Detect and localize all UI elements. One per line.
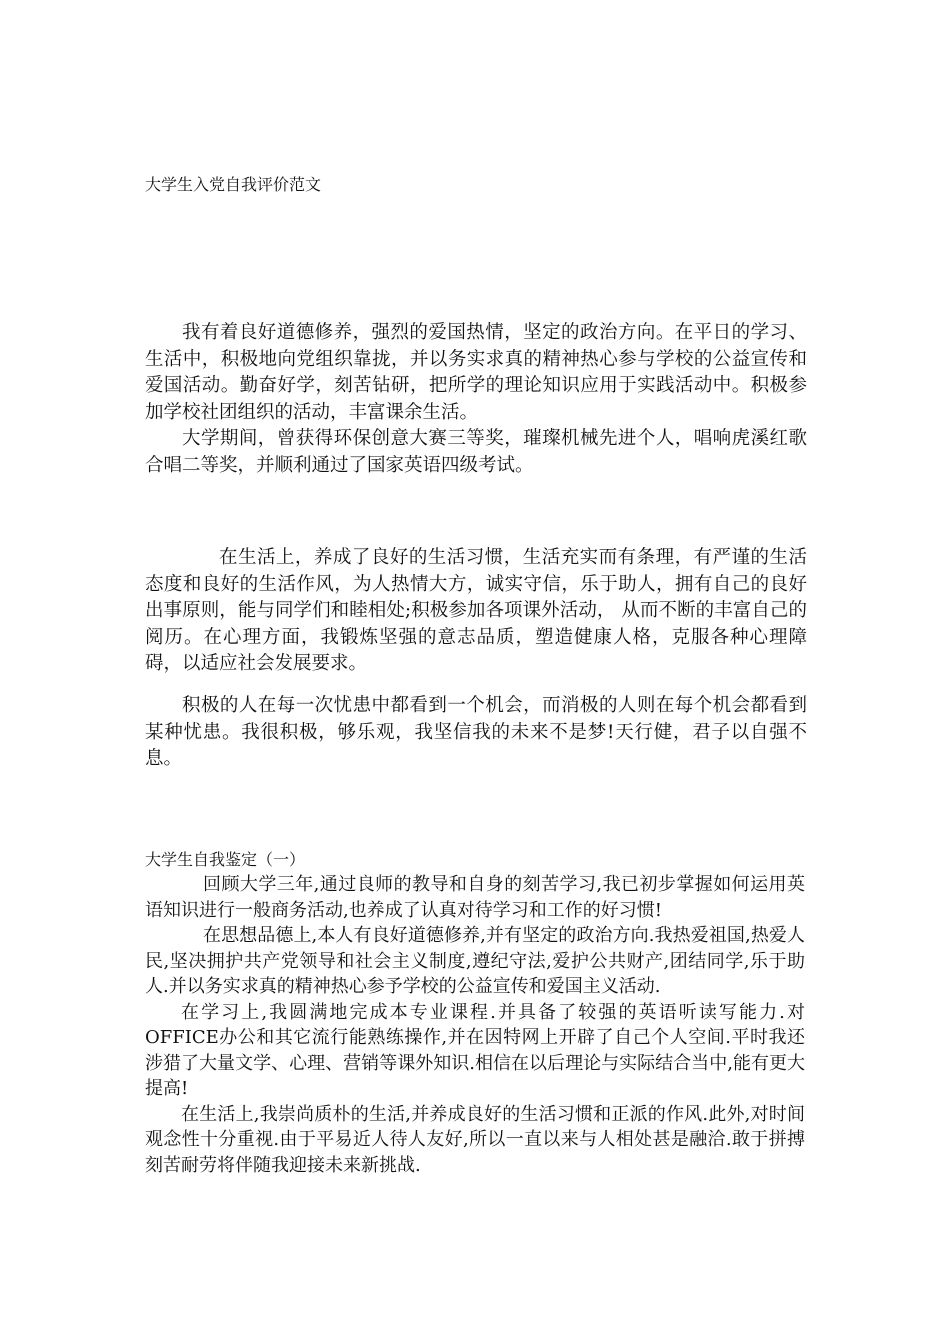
motto-section (145, 693, 807, 773)
paragraph-review: 回顾大学三年,通过良师的教导和自身的刻苦学习,我已初步掌握如何运用英语知识进行一般商务活动,也养成了认真对待学习和工作的好习惯! (145, 874, 805, 921)
paragraph-awards: 大学期间，曾获得环保创意大赛三等奖，璀璨机械先进个人，唱响虎溪红歌合唱二等奖，并顺利通过了国家英语四级考试。 (145, 428, 807, 476)
paragraph-study: 在学习上,我圆满地完成本专业课程.并具备了较强的英语听读写能力.对OFFICE办公和其它流行能熟练操作,并在因特网上开辟了自己个人空间.平时我还涉猎了大量文学、心理、营销等课外知识.相信在以后理论与实际结合当中,能有更大提高! (145, 1001, 805, 1099)
paragraph-moral-quality: 我有着良好道德修养，强烈的爱国热情，坚定的政治方向。在平日的学习、生活中，积极地向党组织靠拢，并以务实求真的精神热心参与学校的公益宣传和爱国活动。勤奋好学，刻苦钻研，把所学的理论知识应用于实践活动中。积极参加学校社团组织的活动，丰富课余生活。 (145, 322, 807, 423)
document-title: 大学生入党自我评价范文 (145, 175, 322, 194)
section-heading: 大学生自我鉴定（一） (145, 850, 306, 869)
paragraph-motto: 积极的人在每一次忧患中都看到一个机会，而消极的人则在每个机会都看到某种忧患。我很积极，够乐观，我坚信我的未来不是梦!天行健，君子以自强不息。 (145, 695, 807, 769)
self-evaluation-section (145, 320, 807, 479)
self-appraisal-section (145, 872, 805, 1178)
paragraph-lifestyle: 在生活上,我崇尚质朴的生活,并养成良好的生活习惯和正派的作风.此外,对时间观念性十分重视.由于平易近人待人友好,所以一直以来与人相处甚是融洽.敢于拼搏刻苦耐劳将伴随我迎接未来新挑战. (145, 1103, 805, 1176)
life-section (145, 545, 807, 678)
paragraph-ideology: 在思想品德上,本人有良好道德修养,并有坚定的政治方向.我热爱祖国,热爱人民,坚决拥护共产党领导和社会主义制度,遵纪守法,爱护公共财产,团结同学,乐于助人.并以务实求真的精神热心参予学校的公益宣传和爱国主义活动. (145, 925, 805, 997)
paragraph-life-habits: 在生活上，养成了良好的生活习惯，生活充实而有条理，有严谨的生活态度和良好的生活作风，为人热情大方，诚实守信，乐于助人，拥有自己的良好出事原则，能与同学们和睦相处;积极参加各项课外活动， 从而不断的丰富自己的阅历。在心理方面，我锻炼坚强的意志品质，塑造健康人格，克服各种心理障碍，以适应社会发展要求。 (145, 547, 807, 674)
